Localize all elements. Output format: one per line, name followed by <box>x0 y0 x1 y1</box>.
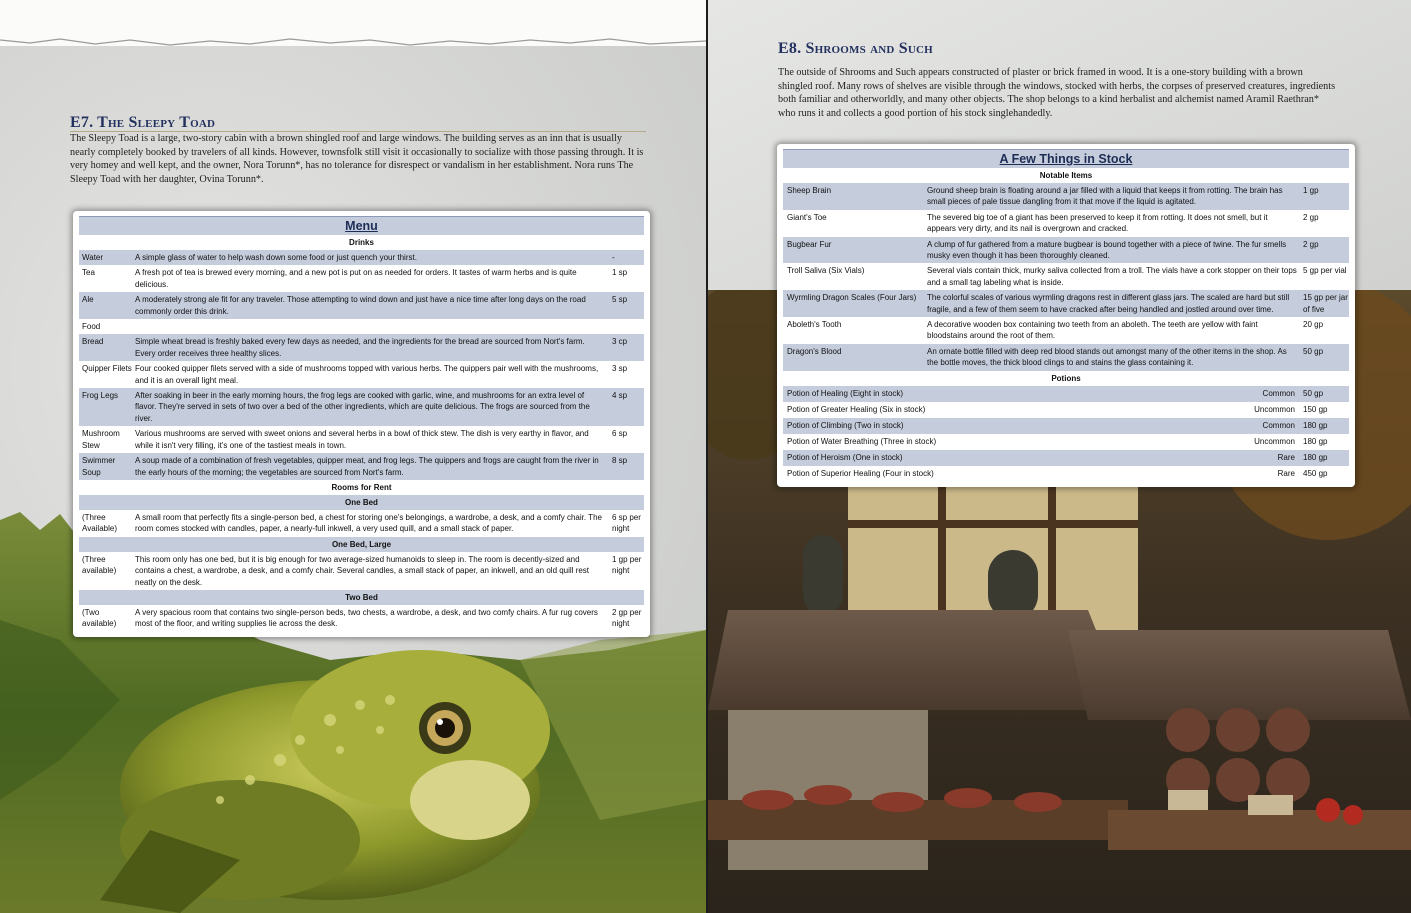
room-row: (Two available) A very spacious room that contains two single-person beds, two chests, a wardrobe, a desk, and two comfy chairs. A fur rug covers most of the floor, and writing supplies lie across the desk. 2 gp per night <box>82 607 642 629</box>
potion-row: Potion of Greater Healing (Six in stock) Uncommon 150 gp <box>787 404 1328 414</box>
potion-row: Potion of Climbing (Two in stock) Common 180 gp <box>783 418 1349 434</box>
menu-row: Mushroom Stew Various mushrooms are served with sweet onions and several herbs in a bowl of thick stew. The dish is very earthy in flavor, and while it isn't very filling, it's one of the tastiest meals in town. 6 sp <box>82 429 628 450</box>
stock-row: Wyrmling Dragon Scales (Four Jars) The colorful scales of various wyrmling dragons rest in different glass jars. The scaled are hard but still fragile, and a few of them seem to have cracked after being handled and jostled around over time. 15 gp per jar of five <box>783 290 1349 317</box>
menu-row: Quipper Filets Four cooked quipper filets served with a side of mushrooms topped with various herbs. The quippers pair well with the mushrooms, and it is an overall light meal. 3 sp <box>82 364 628 385</box>
room-row: (Three available) This room only has one bed, but it is big enough for two average-sized humanoids to sleep in. The room is decently-sized and contains a chest, a wardrobe, a desk, and a comfy chair. Several candles, a small stack of paper, an inkwell, and an old quill rest neatly on the desk. 1 gp per night <box>82 554 642 587</box>
potion-row: Potion of Water Breathing (Three in stock) Uncommon 180 gp <box>787 436 1328 446</box>
menu-row: Swimmer Soup A soup made of a combination of fresh vegetables, quipper meat, and frog legs. The quippers and frogs are caught from the river in the early hours of the morning; the vegetables are sourced from Nort's farm. 8 sp <box>79 453 644 480</box>
stock-row: Sheep Brain Ground sheep brain is floating around a jar filled with a liquid that keeps it from rotting. The brain has small pieces of pale tissue dangling from it that move if the liquid is agitated. 1 gp <box>783 183 1349 210</box>
potions-subhead: Potions <box>1051 373 1081 383</box>
stock-row: Bugbear Fur A clump of fur gathered from a mature bugbear is bound together with a piece of twine. The fur smells musky even though it has been thoroughly cleaned. 2 gp <box>783 237 1349 264</box>
section-body-e7: The Sleepy Toad is a large, two-story cabin with a brown shingled roof and large windows. The building serves as an inn that is usually nearly completely booked by travelers of all kinds. However, townsfolk still visit it occasionally to socialize with those passing through. It is very homey and well kept, and the owner, Nora Torunn*, has no tolerance for disrespect or vandalism in her establishment. Nora runs The Sleepy Toad with her daughter, Ovina Torunn*. <box>70 133 644 185</box>
potion-row: Potion of Heroism (One in stock) Rare 180 gp <box>783 450 1349 466</box>
menu-title: Menu <box>79 216 644 235</box>
room-type-subhead: Two Bed <box>79 590 644 605</box>
stock-table <box>777 144 1355 487</box>
rooms-subhead: Rooms for Rent <box>331 482 392 492</box>
section-heading-e7: E7. The Sleepy Toad <box>70 114 216 131</box>
stock-row: Giant's Toe The severed big toe of a giant has been preserved to keep it from rotting. It does not smell, but it appears very dirty, and its nail is overgrown and cracked. 2 gp <box>787 212 1319 234</box>
menu-row: Ale A moderately strong ale fit for any traveler. Those attempting to wind down and just have a nice time after long days on the road commonly order this drink. 5 sp <box>79 292 644 319</box>
room-row: (Three Available) A small room that perfectly fits a single-person bed, a chest for storing one's belongings, a wardrobe, a desk, and a comfy chair. The room comes stocked with candles, paper, a nearly-full inkwell, a very used quill, and a small stack of paper. 6 sp per night <box>82 512 641 534</box>
menu-row: Bread Simple wheat bread is freshly baked every few days as needed, and the ingredients for the bread are sourced from Nort's farm. Every order receives three healthy slices. 3 cp <box>79 334 644 361</box>
torn-paper-edge <box>0 34 706 58</box>
room-type-subhead: One Bed, Large <box>79 537 644 552</box>
section-heading-e8: E8. Shrooms and Such <box>778 40 933 57</box>
menu-table <box>73 211 650 637</box>
stock-row: Aboleth's Tooth A decorative wooden box containing two teeth from an aboleth. The teeth are yellow with faint bloodstains around the root of them. 20 gp <box>787 320 1324 341</box>
menu-row: Frog Legs After soaking in beer in the early morning hours, the frog legs are cooked with garlic, wine, and mushrooms for an extra level of flavor. They're served in sets of two over a bed of the other ingredients, which are quite delicious. The frogs are sourced from the river. 4 sp <box>79 388 644 426</box>
room-type-subhead: One Bed <box>79 495 644 510</box>
stock-title: A Few Things in Stock <box>783 149 1349 168</box>
menu-row: Water A simple glass of water to help wash down some food or just quench your thirst. - <box>79 250 644 265</box>
potion-row: Potion of Healing (Eight in stock) Common 50 gp <box>783 386 1349 402</box>
notable-items-subhead: Notable Items <box>1039 171 1093 180</box>
potion-row: Potion of Superior Healing (Four in stock) Rare 450 gp <box>787 468 1328 478</box>
stock-row: Dragon's Blood An ornate bottle filled with deep red blood stands out amongst many of the other items in the shop. As the bottle moves, the thick blood clings to and stains the glass containing it. 50 gp <box>783 344 1349 371</box>
section-body-e8: The outside of Shrooms and Such appears constructed of plaster or brick framed in wood. It is a one-story building with a brown shingled roof. Many rows of shelves are visible through the windows, stocked with herbs, the corpses of preserved creatures, ingredients both familiar and otherworldly, and many other objects. The shop belongs to a kind herbalist and alchemist named Aramil Raethran* who runs it and collects a good portion of his stock singlehandedly. <box>778 67 1336 119</box>
right-page <box>708 0 1411 913</box>
menu-row: Tea A fresh pot of tea is brewed every morning, and a new pot is put on as needed for orders. It tastes of warm herbs and is quite delicious. 1 sp <box>82 268 628 289</box>
stock-row: Troll Saliva (Six Vials) Several vials contain thick, murky saliva collected from a troll. The vials have a cork stopper on their tops and a small tag labeling what is inside. 5 gp per vial <box>787 266 1347 287</box>
drinks-subhead: Drinks <box>349 238 374 247</box>
food-label-row: Food <box>82 322 101 332</box>
